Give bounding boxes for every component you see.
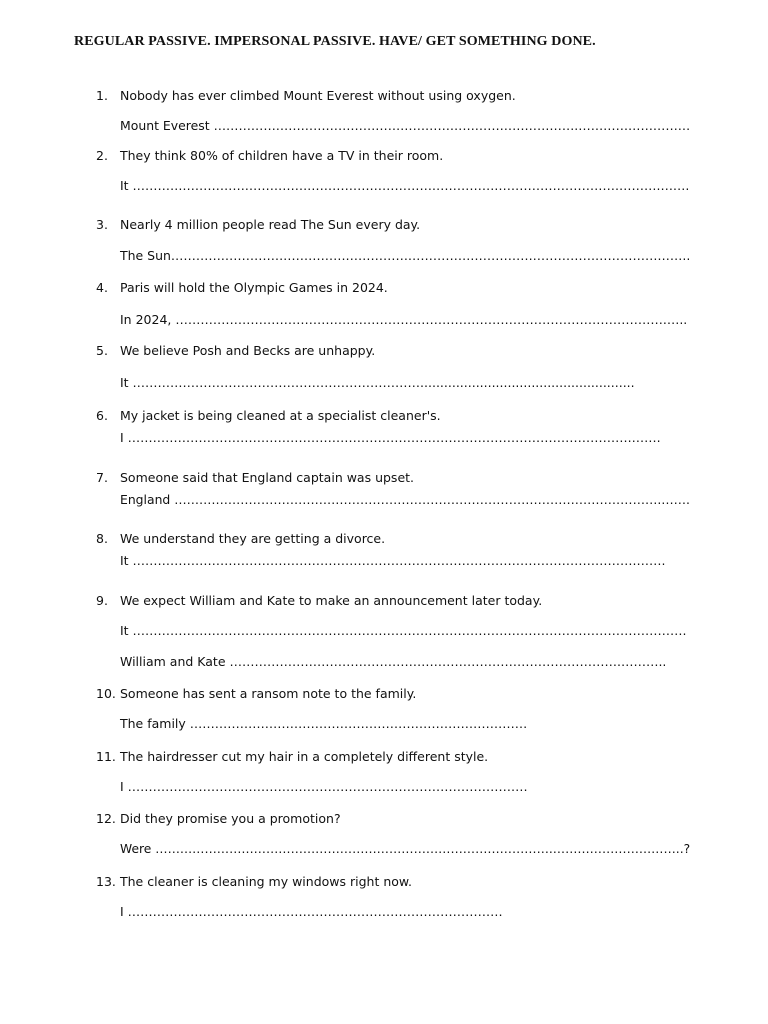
answer-line[interactable]: In 2024, ……………………………………………………………………………………………………….….. [120,312,688,327]
question-text: Nearly 4 million people read The Sun every day. [120,217,421,232]
item-number: 7. [96,470,108,485]
answer-line[interactable]: I ………………………………………………………………………………………………………….……. [120,430,661,445]
item-number: 8. [96,531,108,546]
answer-line[interactable]: I …………………………………………………………………………………… [120,779,528,794]
answer-line[interactable]: The Sun…………………………………………………………………………………………………………….. [120,248,691,263]
answer-line[interactable]: Mount Everest …………………………………………………………………………….……………………… [120,118,691,133]
item-number: 5. [96,343,108,358]
answer-line[interactable]: It ……………………………………………………………...................................................... [120,375,635,390]
question-text: We expect William and Kate to make an announcement later today. [120,593,543,608]
answer-line[interactable]: England ……………………………………………………………………………………………………….……. [120,492,690,507]
answer-line[interactable]: It ……………………………………………………………………………………………………………….……. [120,178,690,193]
item-number: 1. [96,88,108,103]
item-number: 4. [96,280,108,295]
answer-line[interactable]: The family ……………………………………………………………………… [120,716,528,731]
item-number: 9. [96,593,108,608]
question-text: Nobody has ever climbed Mount Everest without using oxygen. [120,88,516,103]
question-text: My jacket is being cleaned at a specialist cleaner's. [120,408,441,423]
answer-line[interactable]: I ……………………………………………………………………………… [120,904,503,919]
item-number: 11. [96,749,116,764]
question-text: We understand they are getting a divorce. [120,531,386,546]
answer-line[interactable]: Were …………………………………………………………………………………….…………………………..? [120,841,691,856]
question-text: The cleaner is cleaning my windows right now. [120,874,412,889]
item-number: 12. [96,811,116,826]
item-number: 6. [96,408,108,423]
question-text: Someone said that England captain was upset. [120,470,415,485]
item-number: 10. [96,686,116,701]
answer-line[interactable]: William and Kate ………………………………………………………………………………….……….. [120,654,667,669]
question-text: Did they promise you a promotion? [120,811,341,826]
item-number: 3. [96,217,108,232]
question-text: We believe Posh and Becks are unhappy. [120,343,376,358]
question-text: Paris will hold the Olympic Games in 2024. [120,280,388,295]
item-number: 2. [96,148,108,163]
item-number: 13. [96,874,116,889]
answer-line[interactable]: It ………………………………………………………………………………………………………….……. [120,553,666,568]
question-text: They think 80% of children have a TV in their room. [120,148,444,163]
question-text: Someone has sent a ransom note to the family. [120,686,417,701]
question-text: The hairdresser cut my hair in a completely different style. [120,749,489,764]
worksheet-title: REGULAR PASSIVE. IMPERSONAL PASSIVE. HAVE/ GET SOMETHING DONE. [74,34,596,49]
answer-line[interactable]: It ……………………………………………………………………………………………………………………. [120,623,687,638]
